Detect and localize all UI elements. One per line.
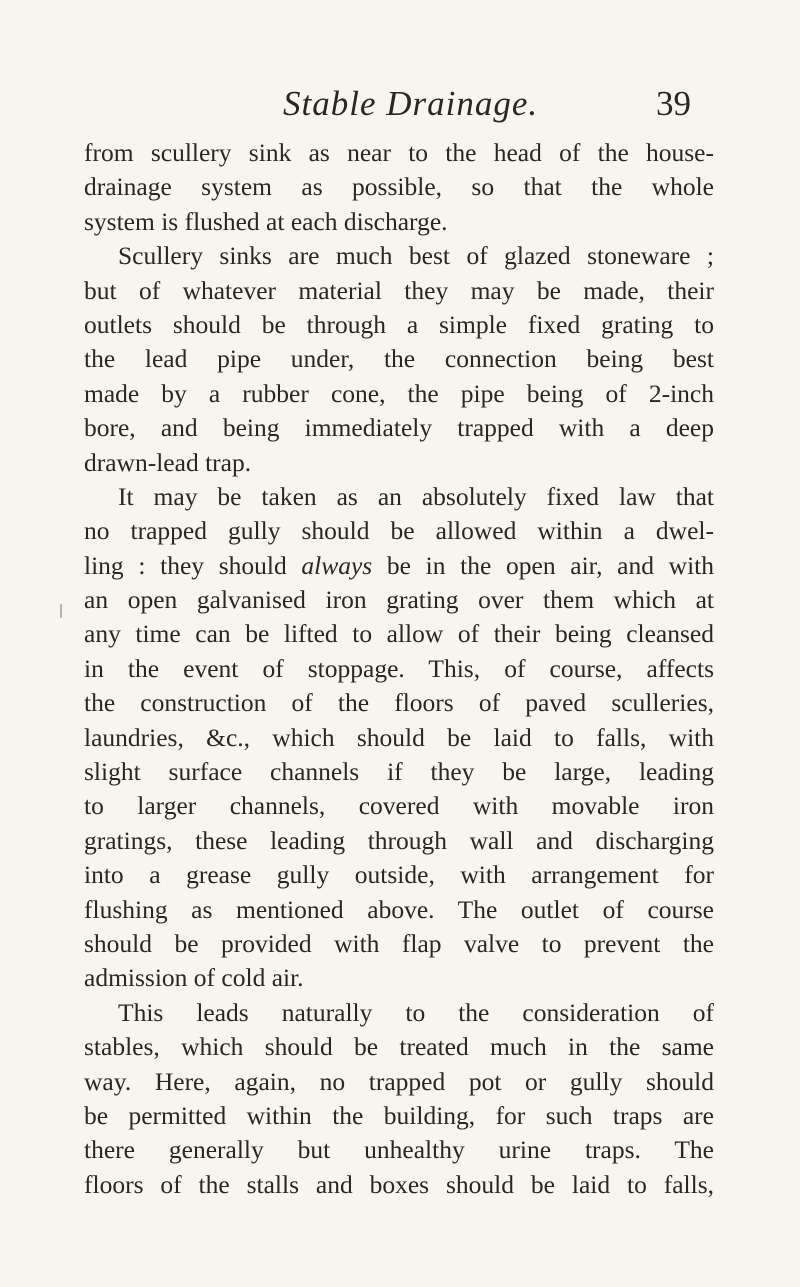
text-line xyxy=(84,549,714,583)
text-line: be permitted within the building, for such traps are xyxy=(84,1100,714,1130)
text-line: to larger channels, covered with movable iron xyxy=(84,791,714,821)
text-line: slight surface channels if they be large, leading xyxy=(84,757,714,787)
text-line: bore, and being immediately trapped with a deep xyxy=(84,413,714,443)
text-line: the construction of the floors of paved sculleries, xyxy=(84,688,714,718)
paragraph-first-line: Scullery sinks are much best of glazed stoneware ; xyxy=(118,241,714,271)
text-line: gratings, these leading through wall and discharging xyxy=(84,825,714,855)
text-line: floors of the stalls and boxes should be laid to falls, xyxy=(84,1169,714,1199)
text-line: way. Here, again, no trapped pot or gully should xyxy=(84,1066,714,1096)
text-line: outlets should be through a simple fixed grating to xyxy=(84,309,714,339)
text-line: into a grease gully outside, with arrangement for xyxy=(84,860,714,890)
text-line: admission of cold air. xyxy=(84,963,304,993)
text-line: should be provided with flap valve to prevent the xyxy=(84,928,714,958)
text-line: an open galvanised iron grating over them which at xyxy=(84,585,714,615)
italic-word: always xyxy=(301,550,373,580)
page-number: 39 xyxy=(656,84,691,123)
text-line: drawn-lead trap. xyxy=(84,447,252,477)
text-line: made by a rubber cone, the pipe being of 2-inch xyxy=(84,378,714,408)
paragraph-first-line: This leads naturally to the consideration of xyxy=(118,997,714,1027)
text-line: flushing as mentioned above. The outlet of course xyxy=(84,894,714,924)
text-line: there generally but unhealthy urine traps. The xyxy=(84,1135,714,1165)
text-line: from scullery sink as near to the head of the house- xyxy=(84,138,714,167)
paragraph-first-line: It may be taken as an absolutely fixed law that xyxy=(118,481,714,511)
text-line: laundries, &c., which should be laid to falls, with xyxy=(84,722,714,752)
text-line: no trapped gully should be allowed within a dwel- xyxy=(84,516,714,546)
text-line: the lead pipe under, the connection being best xyxy=(84,344,714,374)
text-line: drainage system as possible, so that the whole xyxy=(84,172,714,202)
text-run: ling : they should xyxy=(84,550,287,580)
running-title: Stable Drainage. xyxy=(283,84,539,123)
text-line: any time can be lifted to allow of their being cleansed xyxy=(84,619,714,649)
paper-speck xyxy=(60,604,62,618)
text-line: stables, which should be treated much in the same xyxy=(84,1032,714,1062)
text-line: but of whatever material they may be made, their xyxy=(84,275,714,305)
text-run: be in the open air, and with xyxy=(386,550,715,580)
text-line: in the event of stoppage. This, of course, affects xyxy=(84,653,714,683)
body-text xyxy=(84,136,714,1202)
text-line: system is flushed at each discharge. xyxy=(84,206,448,236)
